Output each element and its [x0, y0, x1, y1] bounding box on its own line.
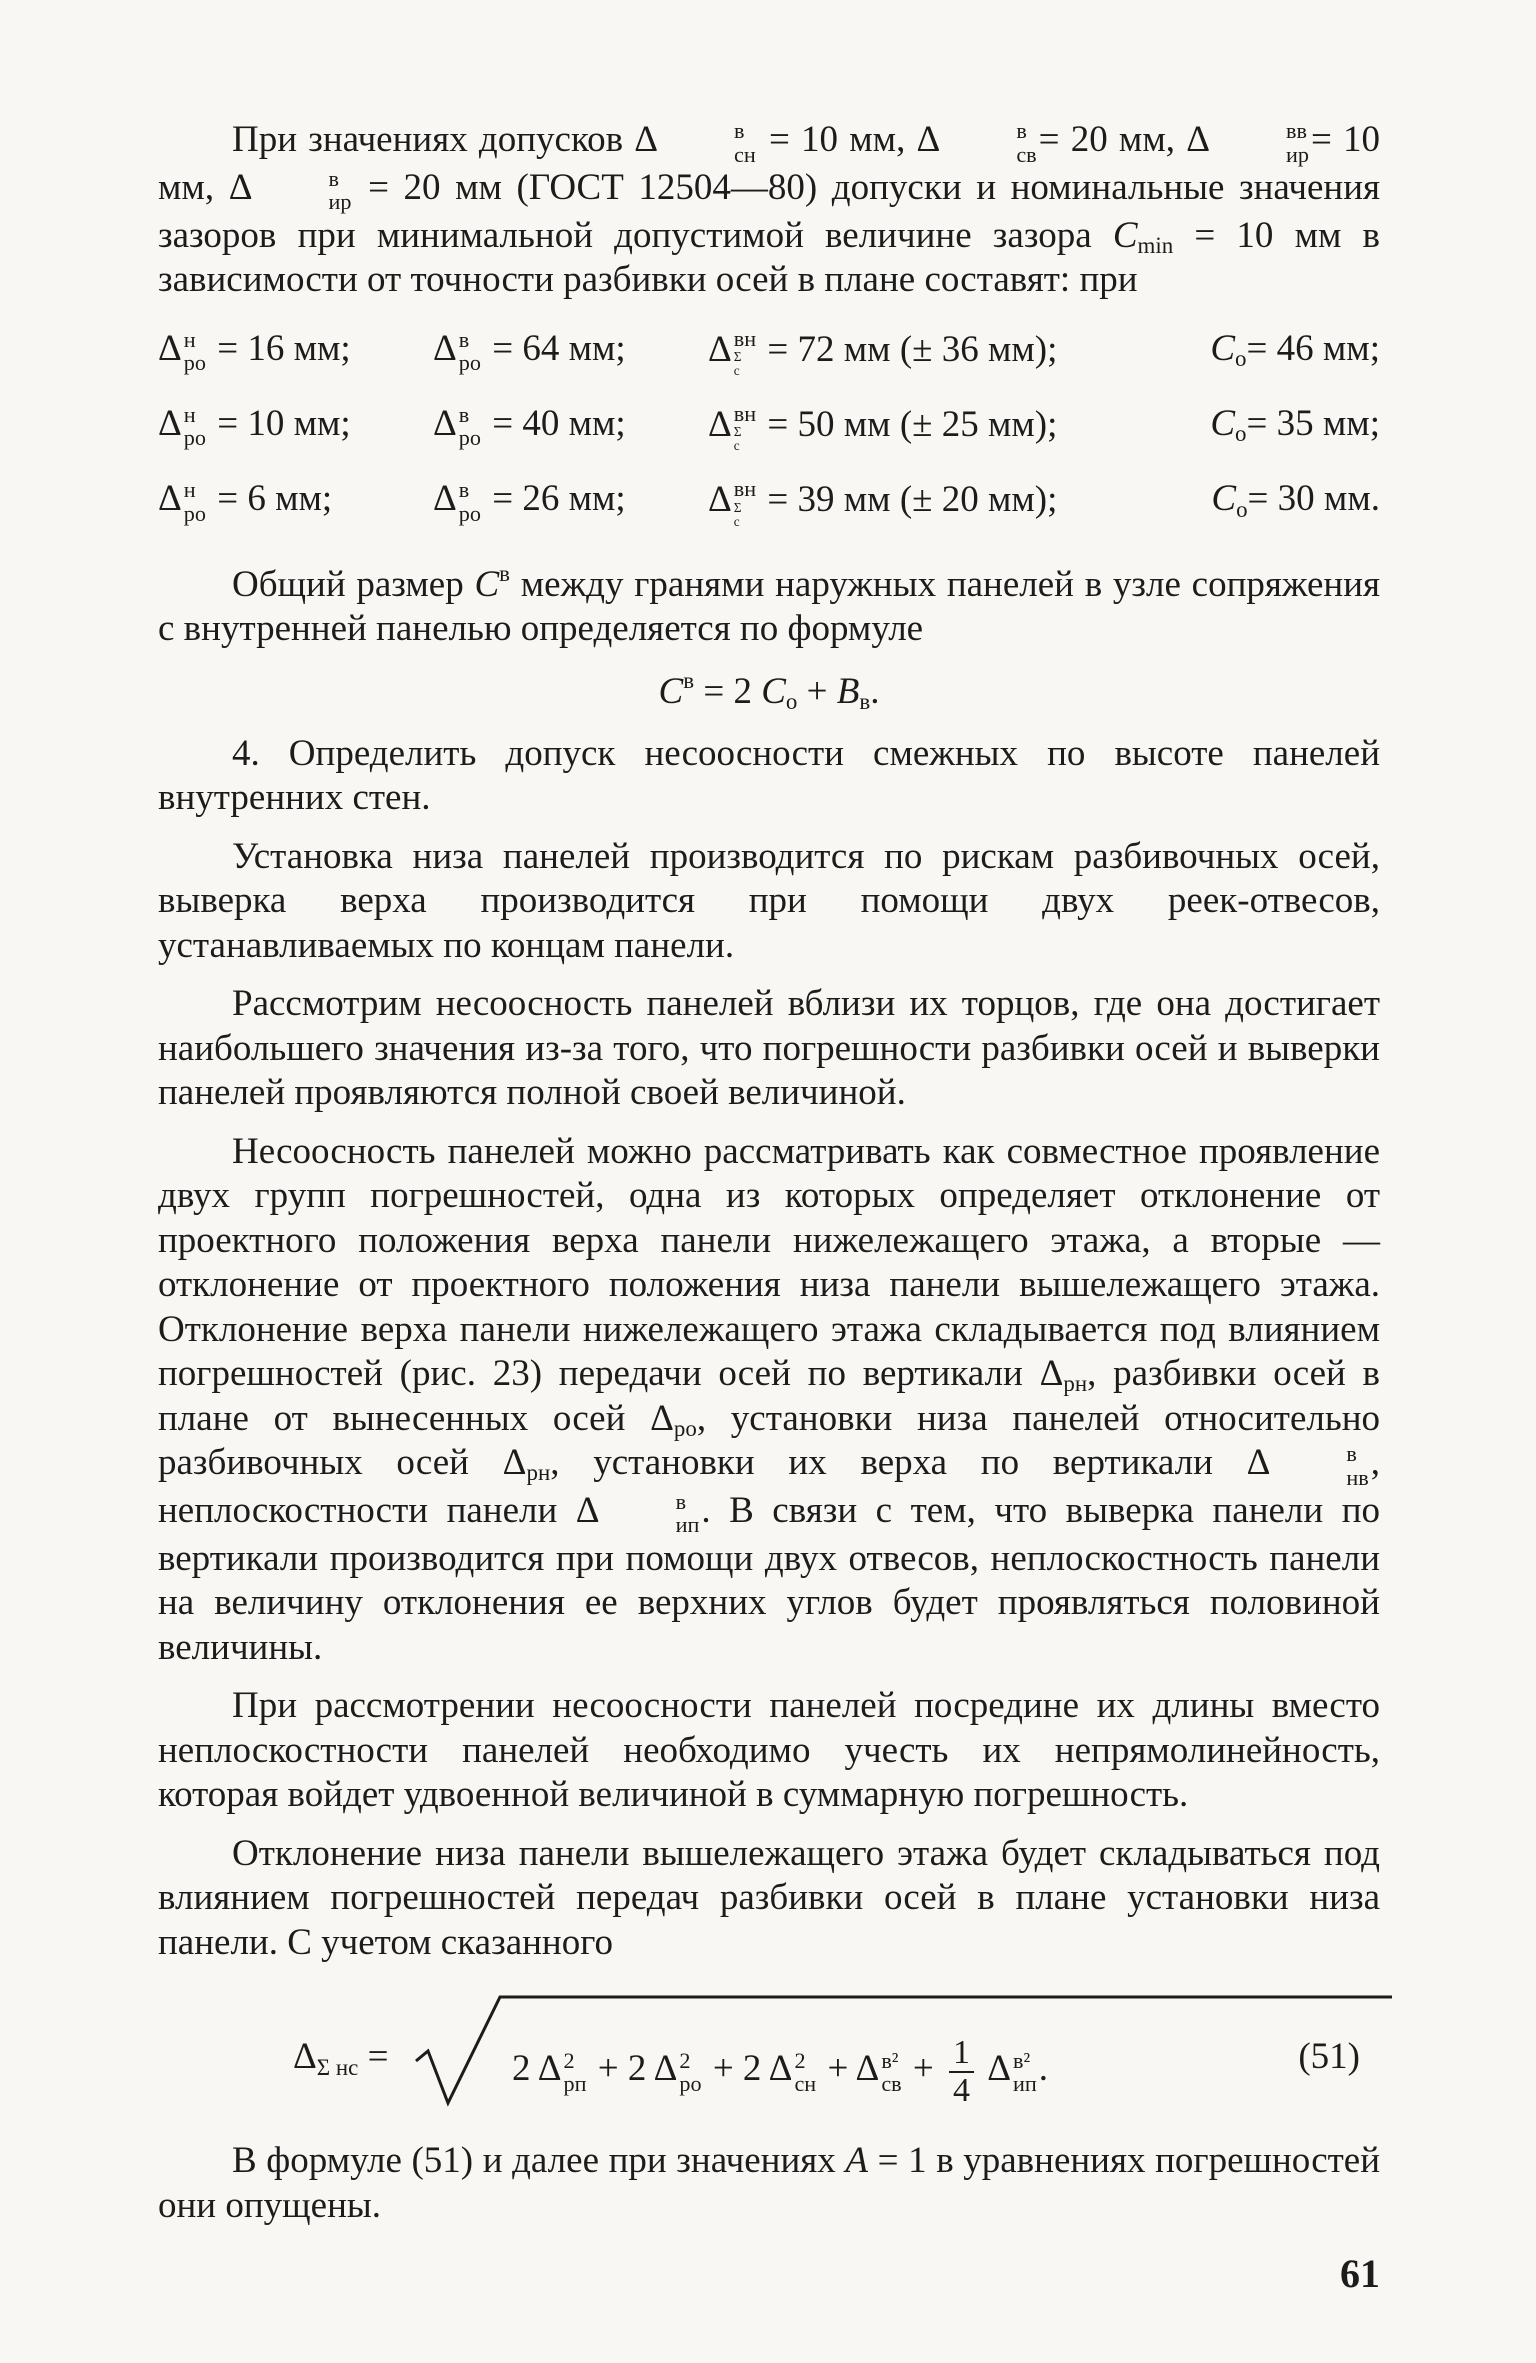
tolerance-row: Δ н ро = 6 мм; Δ в ро = 26 мм; Δ вн Σ с = 39 мм (± 20 мм); $C_o= 30$ мм.	[158, 476, 1380, 529]
fraction-one-quarter: $\frac{1}{4}$	[949, 2035, 974, 2108]
formula-number: (51)	[1298, 2036, 1360, 2078]
misalignment-paragraph: Рассмотрим несоосность панелей вблизи их торцов, где она достигает наибольшего значения из-за того, что погрешности разбивки осей и выверки панелей проявляются полной своей величиной.	[158, 983, 1380, 1113]
error-groups-paragraph: Несоосность панелей можно рассматривать как совместное проявление двух групп погрешностей, одна из которых определяет отклонение от проектного положения верха панели нижележащего этажа, а вторые — отклонение от проектного положения низа панели вышележащего этажа. Отклонение верха панели нижележащего этажа складывается под влиянием погрешностей (рис. 23) передачи осей по вертикали $\Delta_{рн}$, разбивки осей в плане от вынесенных осей $\Delta_{ро}$, установки низа панелей относительно разбивочных осей $\Delta_{рн}$, установки их верха по вертикали Δ в нв , неплоскостности панели Δ в ип . В связи с тем, что выверка панели по вертикали производится при помощи двух отвесов, неплоскостность панели на величину отклонения ее верхних углов будет проявляться половиной величины.	[158, 1130, 1381, 1668]
page-body	[158, 118, 1380, 2228]
intro-paragraph: При значениях допусков Δ в сн = 10 мм, Δ в св = 20 мм, Δ вв ир = 10 мм, Δ в ир = 20 мм (ГОСТ 12504—80) допуски и номинальные значения зазоров при минимальной допустимой величине зазора $C_{min} = 10$ мм в зависимости от точности разбивки осей в плане составят: при	[158, 118, 1381, 301]
tolerance-row: Δ н ро = 16 мм; Δ в ро = 64 мм; Δ вн Σ с = 72 мм (± 36 мм); $C_o= 46$ мм;	[158, 325, 1380, 378]
closing-paragraph: В формуле (51) и далее при значениях A = 1 в уравнениях погрешностей они опущены.	[158, 2140, 1381, 2226]
formula-51	[158, 1983, 1380, 2133]
formula-51-radicand: 2 Δ 2 рп + 2 Δ 2 ро + 2 Δ 2 сн + Δ в² св + $\frac{1}{4}$ Δ в² ип .	[512, 2034, 1049, 2109]
lower-deviation-paragraph: Отклонение низа панели вышележащего этажа будет складываться под влиянием погрешностей передач разбивки осей в плане установки низа панели. С учетом сказанного	[158, 1832, 1380, 1963]
formula-cv: $C^в = 2$ $C_o + B_в$.	[658, 668, 880, 714]
formula-51-lhs: $\Delta_{\Sigma нс}$ =	[293, 2036, 389, 2080]
page-number: 61	[1340, 2251, 1380, 2296]
section-4-heading: 4. Определить допуск несоосности смежных по высоте панелей внутренних стен.	[158, 732, 1380, 818]
general-size-paragraph: Общий размер $C^в$ между гранями наружных панелей в узле сопряжения с внутренней панелью определяется по формуле	[158, 561, 1381, 649]
tolerance-row: Δ н ро = 10 мм; Δ в ро = 40 мм; Δ вн Σ с = 50 мм (± 25 мм); $C_o= 35$ мм;	[158, 400, 1380, 454]
middle-misalignment-paragraph: При рассмотрении несоосности панелей посредине их длины вместо неплоскостности панелей необходимо учесть их непрямолинейность, которая войдет удвоенной величиной в суммарную погрешность.	[158, 1685, 1380, 1816]
installation-paragraph: Установка низа панелей производится по рискам разбивочных осей, выверка верха производится при помощи двух реек-отвесов, устанавливаемых по концам панели.	[158, 835, 1380, 966]
